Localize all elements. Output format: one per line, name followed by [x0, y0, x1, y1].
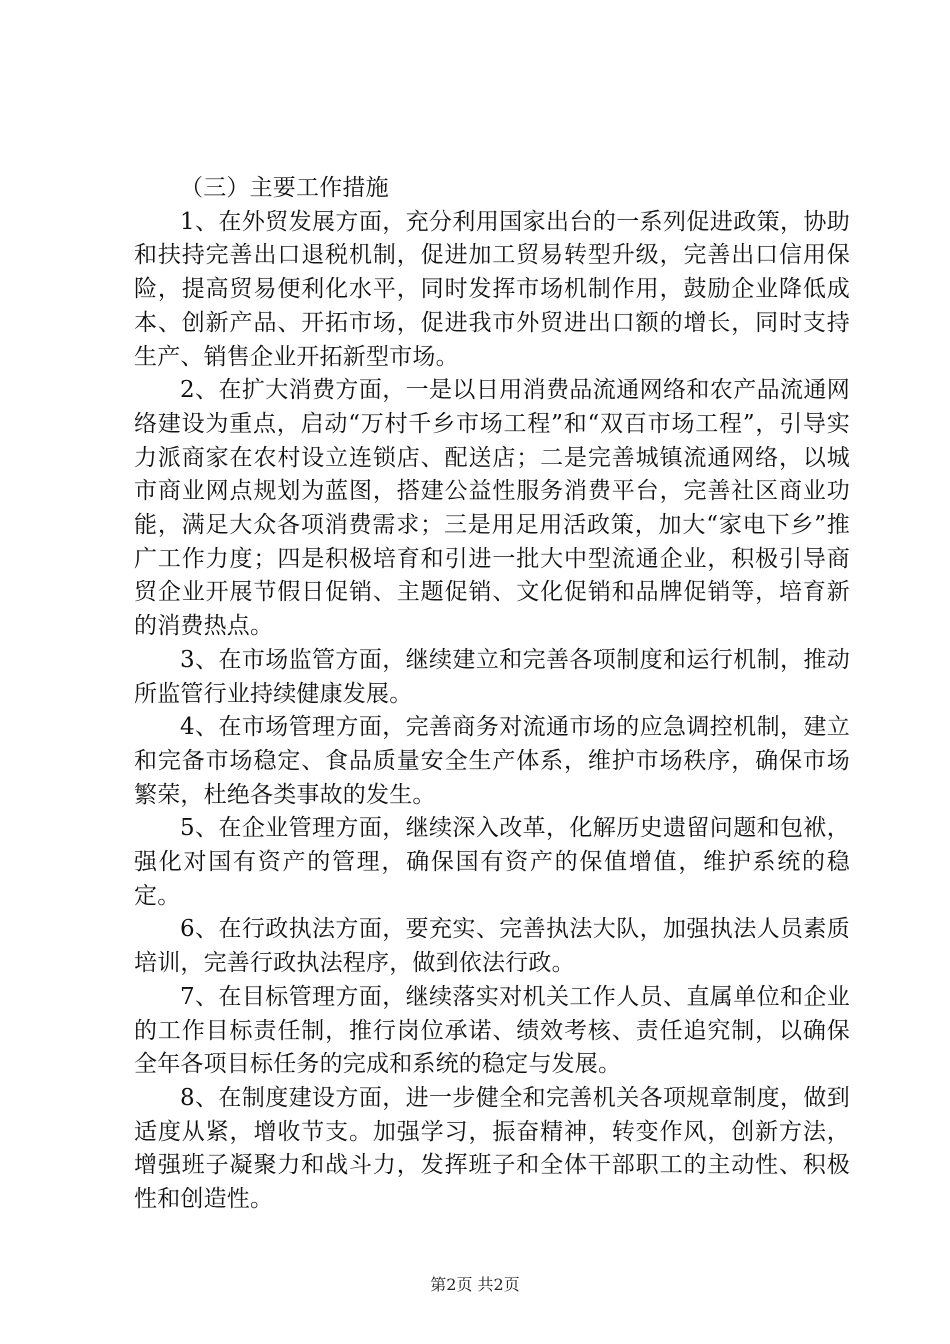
- document-body: [134, 172, 850, 1217]
- paragraph-3: 3、在市场监管方面，继续建立和完善各项制度和运行机制，推动所监管行业持续健康发展。: [134, 646, 850, 707]
- paragraph-2: 2、在扩大消费方面，一是以日用消费品流通网络和农产品流通网络建设为重点，启动“万村千乡市场工程”和“双百市场工程”，引导实力派商家在农村设立连锁店、配送店；二是完善城镇流通网络，以城市商业网点规划为蓝图，搭建公益性服务消费平台，完善社区商业功能，满足大众各项消费需求；三是用足用活政策，加大“家电下乡”推广工作力度；四是积极培育和引进一批大中型流通企业，积极引导商贸企业开展节假日促销、主题促销、文化促销和品牌促销等，培育新的消费热点。: [134, 377, 850, 640]
- paragraph-5: 5、在企业管理方面，继续深入改革，化解历史遗留问题和包袱，强化对国有资产的管理，确保国有资产的保值增值，维护系统的稳定。: [134, 815, 850, 909]
- paragraph-1: 1、在外贸发展方面，充分利用国家出台的一系列促进政策，协助和扶持完善出口退税机制，促进加工贸易转型升级，完善出口信用保险，提高贸易便利化水平，同时发挥市场机制作用，鼓励企业降低成本、创新产品、开拓市场，促进我市外贸进出口额的增长，同时支持生产、销售企业开拓新型市场。: [134, 208, 850, 370]
- paragraph-4: 4、在市场管理方面，完善商务对流通市场的应急调控机制，建立和完备市场稳定、食品质量安全生产体系，维护市场秩序，确保市场繁荣，杜绝各类事故的发生。: [134, 714, 850, 808]
- page-footer: 第2页 共2页: [430, 1275, 520, 1294]
- paragraph-6: 6、在行政执法方面，要充实、完善执法大队，加强执法人员素质培训，完善行政执法程序，做到依法行政。: [134, 916, 850, 977]
- paragraph-8: 8、在制度建设方面，进一步健全和完善机关各项规章制度，做到适度从紧，增收节支。加强学习，振奋精神，转变作风，创新方法，增强班子凝聚力和战斗力，发挥班子和全体干部职工的主动性、积极性和创造性。: [134, 1084, 850, 1213]
- paragraph-7: 7、在目标管理方面，继续落实对机关工作人员、直属单位和企业的工作目标责任制，推行岗位承诺、绩效考核、责任追究制，以确保全年各项目标任务的完成和系统的稳定与发展。: [134, 983, 850, 1078]
- section-heading: （三）主要工作措施: [180, 175, 389, 201]
